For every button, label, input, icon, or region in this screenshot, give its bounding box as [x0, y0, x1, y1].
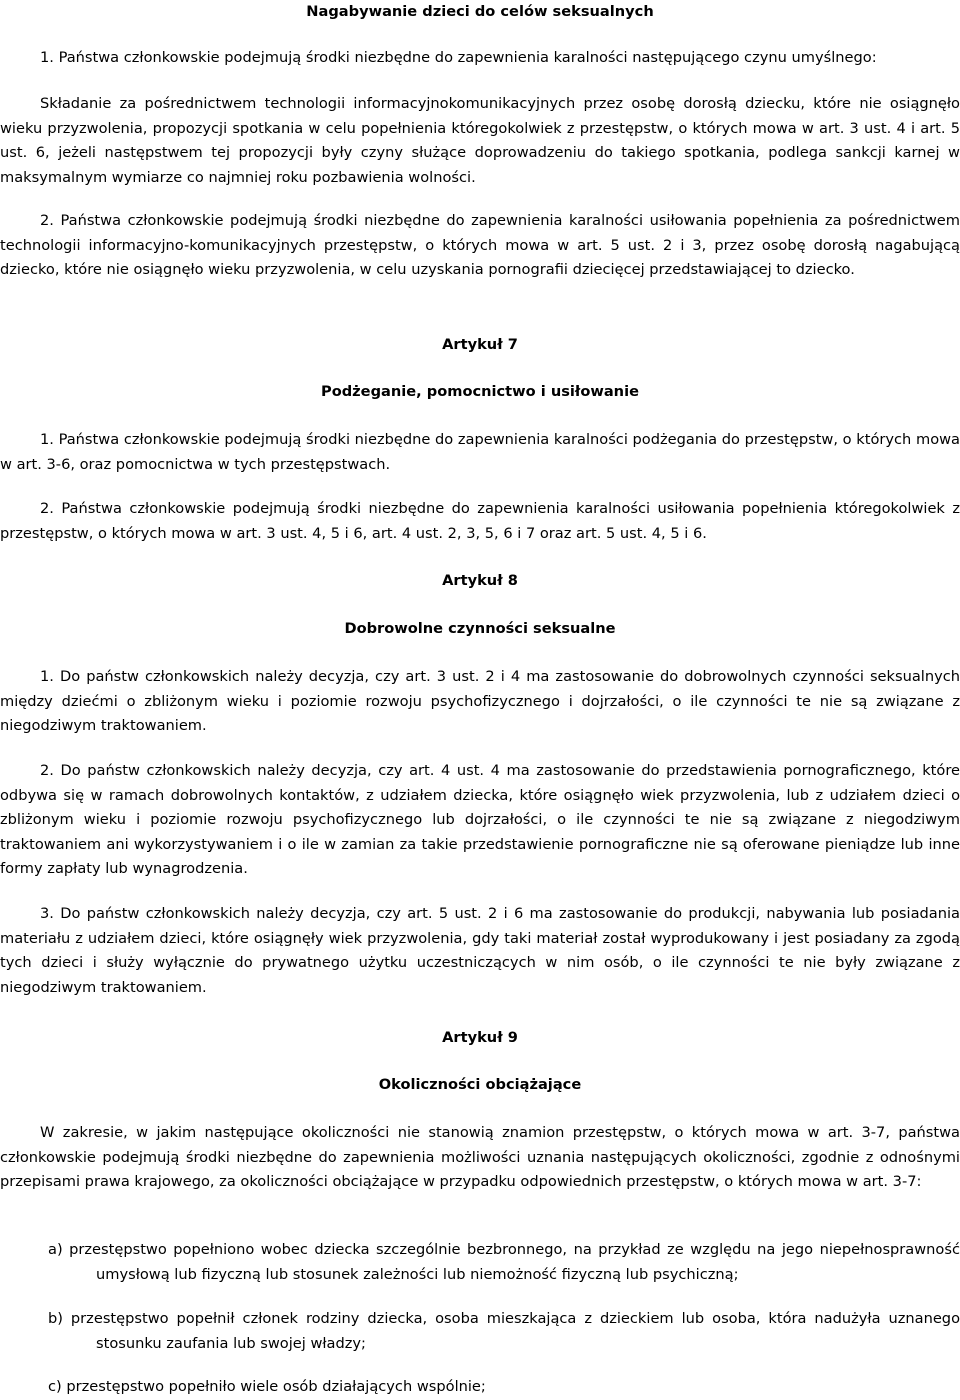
paragraph: 2. Państwa członkowskie podejmują środki niezbędne do zapewnienia karalności usiłowania popełnienia któregokolwiek z przestępstw, o których mowa w art. 3 ust. 4, 5 i 6, art. 4 ust. 2, 3, 5, 6 i 7 oraz art. 5 ust. 4, 5 i 6.: [0, 500, 960, 542]
paragraph: Składanie za pośrednictwem technologii informacyjnokomunikacyjnych przez osobę dorosłą dziecku, które nie osiągnęło wieku przyzwolenia, propozycji spotkania w celu popełnienia któregokolwiek z przestępstw, o których mowa w art. 3 ust. 4 i art. 5 ust. 6, jeżeli następstwem tej propozycji były czyny służące doprowadzeniu do takiego spotkania, podlega sankcji karnej w maksymalnym wymiarze co najmniej roku pozbawienia wolności.: [0, 95, 960, 186]
article-title: Okoliczności obciążające: [378, 1076, 582, 1093]
article-number: Artykuł 9: [442, 1029, 518, 1046]
paragraph: 3. Do państw członkowskich należy decyzja, czy art. 5 ust. 2 i 6 ma zastosowanie do produkcji, nabywania lub posiadania materiału z udziałem dzieci, które osiągnęły wiek przyzwolenia, gdy taki materiał został wyprodukowany i jest posiadany za zgodą tych dzieci i służy wyłącznie do prywatnego użytku uczestniczących w nim osób, o ile czynności te nie były związane z niegodziwym traktowaniem.: [0, 905, 960, 996]
paragraph: W zakresie, w jakim następujące okoliczności nie stanowią znamion przestępstw, o których mowa w art. 3-7, państwa członkowskie podejmują środki niezbędne do zapewnienia możliwości uznania następujących okoliczności, zgodnie z odnośnymi przepisami prawa krajowego, za okoliczności obciążające w przypadku odpowiednich przestępstw, o których mowa w art. 3-7:: [0, 1124, 960, 1190]
article-number: Artykuł 7: [442, 336, 518, 353]
paragraph: 1. Państwa członkowskie podejmują środki niezbędne do zapewnienia karalności następującego czynu umyślnego:: [40, 49, 877, 66]
paragraph: 1. Do państw członkowskich należy decyzja, czy art. 3 ust. 2 i 4 ma zastosowanie do dobrowolnych czynności seksualnych między dziećmi o zbliżonym wieku i poziomie rozwoju psychofizycznego i dojrzałości, o ile czynności te nie są związane z niegodziwym traktowaniem.: [0, 668, 960, 734]
list-item: c) przestępstwo popełniło wiele osób działających wspólnie;: [48, 1378, 486, 1395]
list-item: b) przestępstwo popełnił członek rodziny dziecka, osoba mieszkająca z dzieckiem lub osoba, która nadużyła uznanego stosunku zaufania lub swojej władzy;: [48, 1310, 960, 1352]
article-title: Dobrowolne czynności seksualne: [344, 620, 616, 637]
list-item: a) przestępstwo popełniono wobec dziecka szczególnie bezbronnego, na przykład ze względu na jego niepełnosprawność umysłową lub fizyczną lub stosunek zależności lub niemożność fizyczną lub psychiczną;: [48, 1241, 960, 1283]
article-title: Podżeganie, pomocnictwo i usiłowanie: [321, 383, 639, 400]
section-heading: Nagabywanie dzieci do celów seksualnych: [306, 3, 654, 20]
article-number: Artykuł 8: [442, 572, 518, 589]
paragraph: 2. Państwa członkowskie podejmują środki niezbędne do zapewnienia karalności usiłowania popełnienia za pośrednictwem technologii informacyjno-komunikacyjnych przestępstw, o których mowa w art. 5 ust. 2 i 3, przez osobę dorosłą nagabującą dziecko, które nie osiągnęło wieku przyzwolenia, w celu uzyskania pornografii dziecięcej przedstawiającej to dziecko.: [0, 212, 960, 278]
paragraph: 1. Państwa członkowskie podejmują środki niezbędne do zapewnienia karalności podżegania do przestępstw, o których mowa w art. 3-6, oraz pomocnictwa w tych przestępstwach.: [0, 431, 960, 473]
paragraph: 2. Do państw członkowskich należy decyzja, czy art. 4 ust. 4 ma zastosowanie do przedstawienia pornograficznego, które odbywa się w ramach dobrowolnych kontaktów, z udziałem dziecka, które osiągnęło wiek przyzwolenia, lub z udziałem dzieci o zbliżonym wieku i poziomie rozwoju psychofizycznego lub dojrzałości, o ile czynności te nie są związane z niegodziwym traktowaniem ani wykorzystywaniem i o ile w zamian za takie przedstawienie pornograficzne nie są oferowane pieniądze lub inne formy zapłaty lub wynagrodzenia.: [0, 762, 960, 877]
